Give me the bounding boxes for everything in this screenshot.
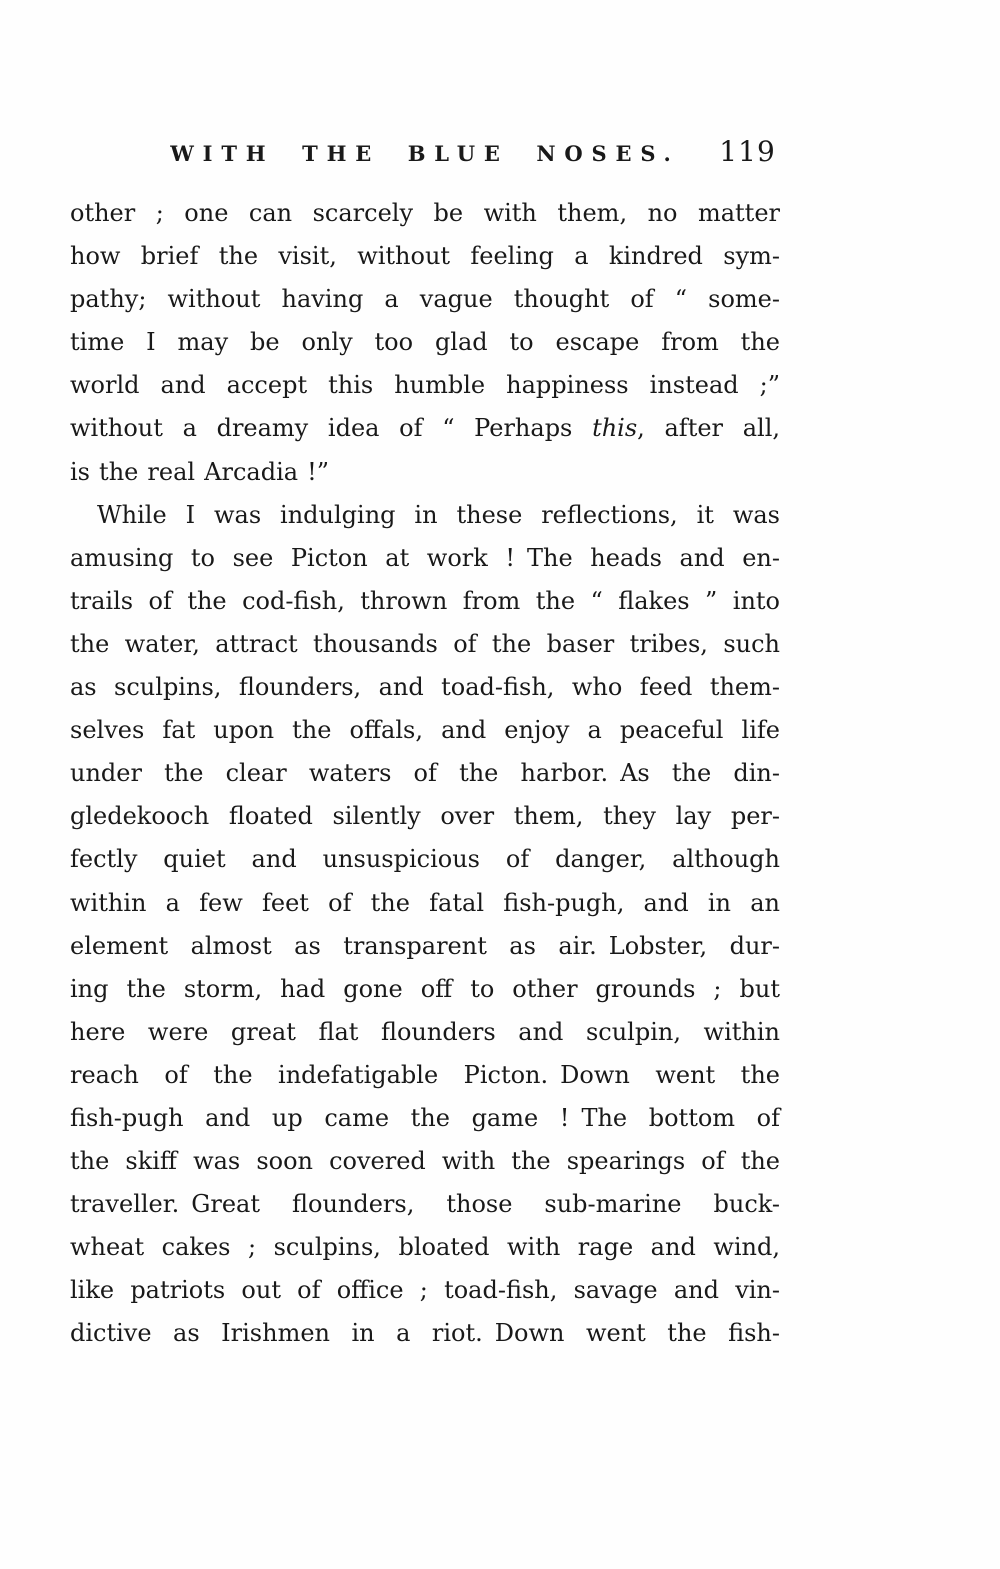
text-segment: world and accept this humble happiness instead ;” xyxy=(70,371,780,400)
text-segment: selves fat upon the offals, and enjoy a peaceful life xyxy=(70,716,780,745)
text-segment: dictive as Irishmen in a riot. Down went the fish- xyxy=(70,1319,780,1348)
text-line xyxy=(70,1054,780,1097)
text-line xyxy=(70,1097,780,1140)
text-segment: While I was indulging in these reflections, it was xyxy=(97,500,780,529)
text-line xyxy=(70,838,780,881)
text-segment: fectly quiet and unsuspicious of danger, although xyxy=(70,845,780,874)
text-segment: other ; one can scarcely be with them, no matter xyxy=(70,199,780,227)
text-segment: as sculpins, flounders, and toad-fish, who feed them- xyxy=(70,673,780,702)
text-line xyxy=(70,1312,780,1355)
text-segment: time I may be only too glad to escape from the xyxy=(70,328,780,357)
page-number: 119 xyxy=(719,135,776,168)
text-line xyxy=(70,623,780,666)
text-line xyxy=(70,1269,780,1312)
text-segment: , after all, xyxy=(637,414,780,443)
text-line xyxy=(70,580,780,623)
text-line xyxy=(70,1011,780,1054)
text-segment: the skiff was soon covered with the spearings of the xyxy=(70,1147,780,1176)
page-body xyxy=(70,192,780,1356)
text-line xyxy=(70,882,780,925)
italic-text: this xyxy=(592,414,638,443)
text-line xyxy=(70,321,780,364)
text-segment: without a dreamy idea of “ Perhaps xyxy=(70,414,593,443)
text-segment: under the clear waters of the harbor. As the din- xyxy=(70,759,780,788)
text-line xyxy=(70,795,780,838)
text-segment: is the real Arcadia !” xyxy=(70,457,330,486)
text-line xyxy=(70,278,780,321)
text-segment: pathy; without having a vague thought of “ some- xyxy=(70,285,780,314)
page-header xyxy=(72,135,778,176)
running-title: WITH THE BLUE NOSES. xyxy=(170,141,680,166)
text-segment: traveller. Great flounders, those sub-marine buck- xyxy=(70,1190,780,1219)
text-line xyxy=(70,968,780,1011)
text-segment: how brief the visit, without feeling a kindred sym- xyxy=(70,242,780,271)
text-line xyxy=(70,925,780,968)
text-line xyxy=(70,451,780,494)
text-segment: trails of the cod-fish, thrown from the “ flakes ” into xyxy=(70,586,780,615)
text-segment: element almost as transparent as air. Lobster, dur- xyxy=(70,931,780,960)
text-segment: amusing to see Picton at work ! The heads and en- xyxy=(70,543,780,572)
text-line xyxy=(70,407,780,450)
text-segment: fish-pugh and up came the game ! The bottom of xyxy=(70,1103,780,1132)
text-segment: gledekooch floated silently over them, they lay per- xyxy=(70,802,780,831)
text-line xyxy=(70,1140,780,1183)
text-line xyxy=(70,235,780,278)
text-segment: like patriots out of office ; toad-fish, savage and vin- xyxy=(70,1276,780,1305)
text-line xyxy=(70,494,780,537)
text-segment: here were great flat flounders and sculpin, within xyxy=(70,1017,780,1046)
text-line xyxy=(70,1183,780,1226)
text-line xyxy=(70,364,780,407)
text-segment: the water, attract thousands of the baser tribes, such xyxy=(70,629,780,658)
text-line xyxy=(70,192,780,235)
text-line xyxy=(70,537,780,580)
text-segment: ing the storm, had gone off to other grounds ; but xyxy=(70,974,780,1003)
text-line xyxy=(70,752,780,795)
text-segment: reach of the indefatigable Picton. Down went the xyxy=(70,1060,780,1089)
text-line xyxy=(70,666,780,709)
text-segment: within a few feet of the fatal fish-pugh, and in an xyxy=(70,888,780,917)
text-line xyxy=(70,1226,780,1269)
text-segment: wheat cakes ; sculpins, bloated with rage and wind, xyxy=(70,1233,780,1262)
text-line xyxy=(70,709,780,752)
